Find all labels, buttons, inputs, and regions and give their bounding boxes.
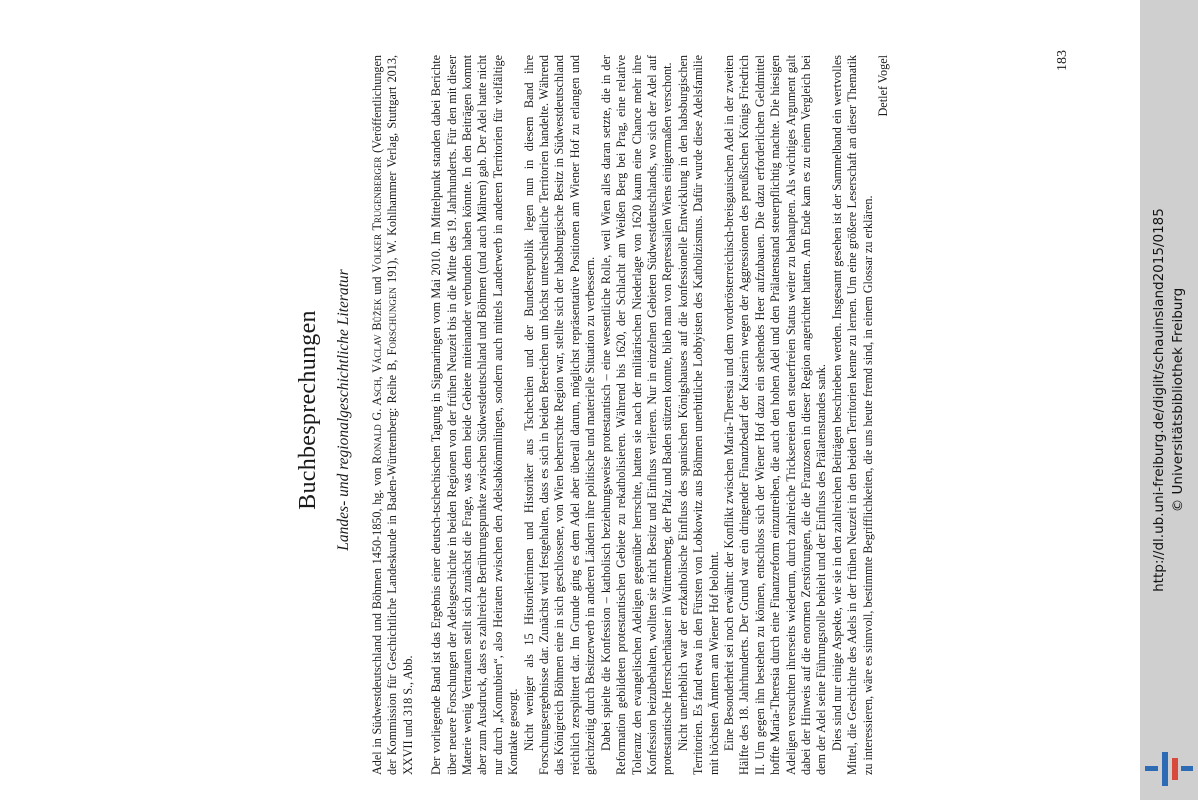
review-text <box>370 55 891 775</box>
page-title: Buchbesprechungen <box>295 310 321 510</box>
review-author: Detlef Vogel <box>876 55 890 117</box>
paragraph: Eine Besonderheit sei noch erwähnt: der Konflikt zwischen Maria-Theresia und dem vorderösterreichisch-breisgauischen Adel in der zweiten Hälfte des 18. Jahrhunderts. Der Grund war ein dringender Finanzbedarf der Kaiserin wegen der Aggressionen des preußischen Königs Friedrich II. Um gegen ihn bestehen zu können, entschloss sich der Wiener Hof dazu ein stehendes Heer aufzubauen. Die dazu erforderlichen Geldmittel hoffte Maria-Theresia durch eine Finanzreform einzutreiben, die auch den hohen Adel und den Prälatenstand steuerpflichtig machte. Die hiesigen Adeligen versuchten ihrerseits wiederum, durch zahlreiche Tricksereien den steuerfreien Status weiter zu behaupten. Als wichtiges Argument galt dabei der Hinweis auf die enormen Zerstörungen, die die Franzosen in dieser Region angerichtet hatten. Am Ende kam es zu einem Vergleich bei dem der Adel seine Führungsrolle behielt und der Einfluss des Prälatenstandes sank. <box>721 55 829 775</box>
page-number: 183 <box>1055 50 1070 71</box>
book-citation <box>370 55 416 775</box>
paragraph: Nicht unerheblich war der erzkatholische Einfluss des spanischen Königshauses auf die konfessionelle Entwicklung in den habsburgischen Territorien. Es fand etwa in den Fürsten von Lobkowitz aus Böhmen unerbittliche Lobbyisten des Katholizismus. Dafür wurde diese Adelsfamilie mit höchsten Ämtern am Wiener Hof belohnt. <box>675 55 721 775</box>
library-logo-icon <box>1145 748 1193 788</box>
copyright-notice: © Universitätsbibliothek Freiburg <box>1170 287 1186 513</box>
paragraph: Nicht weniger als 15 Historikerinnen und Historiker aus Tschechien und der Bundesrepublik legen nun in diesem Band ihre Forschungsergebnisse dar. Zunächst wird festgehalten, dass es sich in beiden Bereichen um höchst unterschiedliche Territorien handelte. Während das Königreich Böhmen eine in sich geschlossene, von Wien beherrschte Region war, stellte sich der habsburgische Besitz in Südwestdeutschland reichlich zersplittert dar. Im Grunde ging es dem Adel aber überall darum, möglichst repräsentative Positionen am Wiener Hof zu erlangen und gleichzeitig durch Besitzerwerb in anderen Ländern ihre politische und materielle Situation zu verbessern. <box>521 55 598 775</box>
citation-editors-1: Ronald G. Asch, Václav Bůžek <box>370 298 384 464</box>
citation-suffix: 191), W. Kohlhammer Verlag, Stuttgart 2013, XXVII und 318 S., Abb. <box>385 55 415 775</box>
paragraph: Dabei spielte die Konfession – katholisch beziehungsweise protestantisch – eine wesentliche Rolle, weil Wien alles daran setzte, die in der Reformation gebildeten protestantischen Gebiete zu rekatholisieren. Während bis 1620, der Schlacht am Weißen Berg bei Prag, eine relative Toleranz den evangelischen Adeligen gegenüber herrschte, hatten sie nach der militärischen Niederlage von 1620 kaum eine Chance mehr ihre Konfession beizubehalten, wollten sie nicht Besitz und Einfluss verlieren. Nur in einzelnen Gebieten Südwestdeutschlands, wo sich der Adel auf protestantische Herrscherhäuser in Württemberg, der Pfalz und Baden stützen konnte, blieb man von Repressalien Wiens einigermaßen verschont. <box>598 55 675 775</box>
citation-editors-2: Volker Trugenberger <box>370 156 384 273</box>
citation-mid-1: und <box>370 272 384 299</box>
citation-prefix: Adel in Südwestdeutschland und Böhmen 1450-1850, hg. von <box>370 463 384 775</box>
book-page <box>5 30 1135 790</box>
source-url-link[interactable]: http://dl.ub.uni-freiburg.de/diglit/schauinsland2015/0185 <box>1151 208 1167 592</box>
paragraph: Dies sind nur einige Aspekte, wie sie in den zahlreichen Beiträgen beschrieben werden. Insgesamt gesehen ist der Sammelband ein wertvolles Mittel, die Geschichte des Adels in der frühen Neuzeit in den beiden Territorien kenne zu lernen. Um eine größere Leserschaft an dieser Thematik zu interessieren, wäre es sinnvoll, bestimmte Begrifflichkeiten, die uns heute fremd sind, in einem Glossar zu erklären. <box>829 55 875 775</box>
library-sidebar <box>1140 0 1198 800</box>
paragraph: Der vorliegende Band ist das Ergebnis einer deutsch-tschechischen Tagung in Sigmaringen vom Mai 2010. Im Mittelpunkt standen dabei Berichte über neuere Forschungen der Adelsgeschichte in beiden Regionen von der frühen Neuzeit bis in die Mitte des 19. Jahrhunderts. Für den mit dieser Materie wenig Vertrauten stellt sich zunächst die Frage, was denn beide Gebiete miteinander verbunden haben könnte. In den Beiträgen kommt aber zum Ausdruck, dass es zahlreiche Berührungspunkte zwischen Südwestdeutschland und Böhmen (und auch Mähren) gab. Der Adel hatte nicht nur durch „Konnubien“, also Heiraten zwischen den Adelsabkömmlingen, sondern auch mittels Landerwerb in anderen Territorien für vielfältige Kontakte gesorgt. <box>429 55 521 775</box>
citation-series: Forschungen <box>385 287 400 356</box>
sidebar-text <box>1150 10 1188 790</box>
citation-mid-2: (Veröffentlichungen der Kommission für Geschichtliche Landeskunde in Baden-Württemberg: Reihe B, <box>370 54 400 775</box>
page-subtitle: Landes- und regionalgeschichtliche Literatur <box>335 269 352 551</box>
